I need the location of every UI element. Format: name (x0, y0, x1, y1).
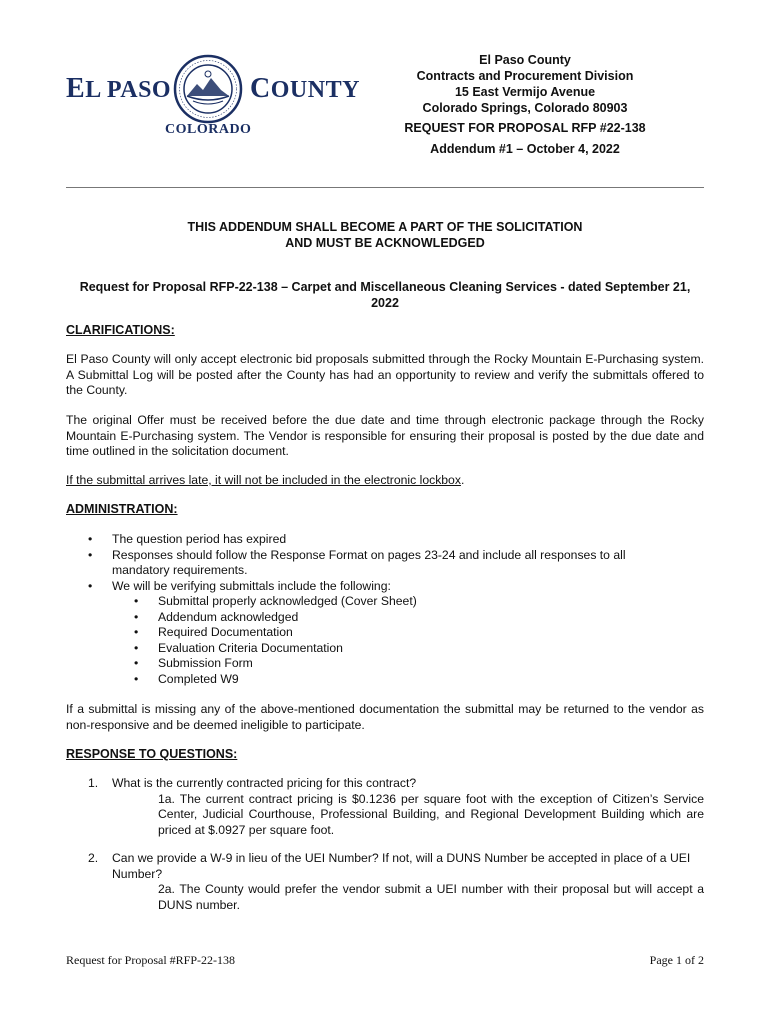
question-1 (66, 776, 704, 838)
late-submittal-note: If the submittal arrives late, it will not be included in the electronic lockbox (66, 473, 461, 487)
city-address: Colorado Springs, Colorado 80903 (422, 101, 628, 115)
address-block (395, 52, 655, 116)
clarification-paragraph-1: El Paso County will only accept electronic bid proposals submitted through the Rocky Mountain E-Purchasing system. A Submittal Log will be posted after the County has had an opportunity to review and verify the submittals offered to the County. (66, 352, 704, 397)
question-number: 1. (88, 776, 99, 790)
notice-line-1: THIS ADDENDUM SHALL BECOME A PART OF THE SOLICITATION (187, 220, 583, 234)
list-item: • Evaluation Criteria Documentation (66, 641, 704, 657)
clarification-paragraph-2: The original Offer must be received before the due date and time through electronic package through the Rocky Mountain E-Purchasing system. The Vendor is responsible for ensuring their proposal is posted by the due date and time outlined in the solicitation document. (66, 413, 704, 458)
question-text: What is the currently contracted pricing for this contract? (112, 776, 417, 790)
logo-right-word: COUNTY (250, 73, 360, 104)
list-item: • The question period has expired (66, 532, 704, 548)
list-item: • Submission Form (66, 656, 704, 672)
el-paso-county-logo (66, 52, 360, 144)
late-submittal-period: . (460, 473, 465, 487)
header-divider (66, 187, 704, 188)
rfp-subject (66, 279, 704, 311)
street-address: 15 East Vermijo Avenue (454, 85, 596, 99)
list-item: • Required Documentation (66, 625, 704, 641)
question-text: Can we provide a W-9 in lieu of the UEI Number? If not, will a DUNS Number be accepted in place of a UEI Number? (112, 851, 691, 881)
footer-page-number: Page 1 of 2 (649, 953, 704, 967)
notice-line-2: AND MUST BE ACKNOWLEDGED (285, 236, 485, 250)
clarifications-heading: CLARIFICATIONS: (66, 323, 175, 337)
administration-list (66, 532, 704, 687)
list-item: • Submittal properly acknowledged (Cover Sheet) (66, 594, 704, 610)
addendum-date: Addendum #1 – October 4, 2022 (430, 142, 620, 156)
subject-line-2: 2022 (371, 296, 399, 310)
logo-state: COLORADO (165, 122, 252, 137)
rfp-number: REQUEST FOR PROPOSAL RFP #22-138 (404, 121, 646, 135)
administration-heading: ADMINISTRATION: (66, 502, 178, 516)
county-seal-icon (173, 54, 243, 124)
logo-left-word: EL PASO (66, 73, 172, 104)
list-item: • Completed W9 (66, 672, 704, 688)
addendum-notice (66, 219, 704, 251)
clarification-paragraph-3 (66, 473, 704, 489)
division-name: Contracts and Procurement Division (416, 69, 634, 83)
question-number: 2. (88, 851, 99, 865)
list-item: • Addendum acknowledged (66, 610, 704, 626)
org-name: El Paso County (479, 53, 571, 67)
list-item: • We will be verifying submittals include the following: (66, 579, 704, 595)
answer-text: 2a. The County would prefer the vendor submit a UEI number with their proposal but will accept a DUNS number. (158, 882, 704, 912)
administration-closing: If a submittal is missing any of the above-mentioned documentation the submittal may be returned to the vendor as non-responsive and be deemed ineligible to participate. (66, 702, 704, 732)
footer-document-title: Request for Proposal #RFP-22-138 (66, 953, 235, 967)
questions-heading: RESPONSE TO QUESTIONS: (66, 747, 238, 761)
subject-line-1: Request for Proposal RFP-22-138 – Carpet and Miscellaneous Cleaning Services - dated September 21, (79, 280, 691, 294)
answer-text: 1a. The current contract pricing is $0.1236 per square foot with the exception of Citizen’s Service Center, Judicial Courthouse, Professional Building, and Regional Development Building which are priced at $.0927 per square foot. (158, 791, 704, 837)
list-item: • Responses should follow the Response Format on pages 23-24 and include all responses to all mandatory requirements. (66, 548, 704, 579)
question-2 (66, 851, 704, 913)
